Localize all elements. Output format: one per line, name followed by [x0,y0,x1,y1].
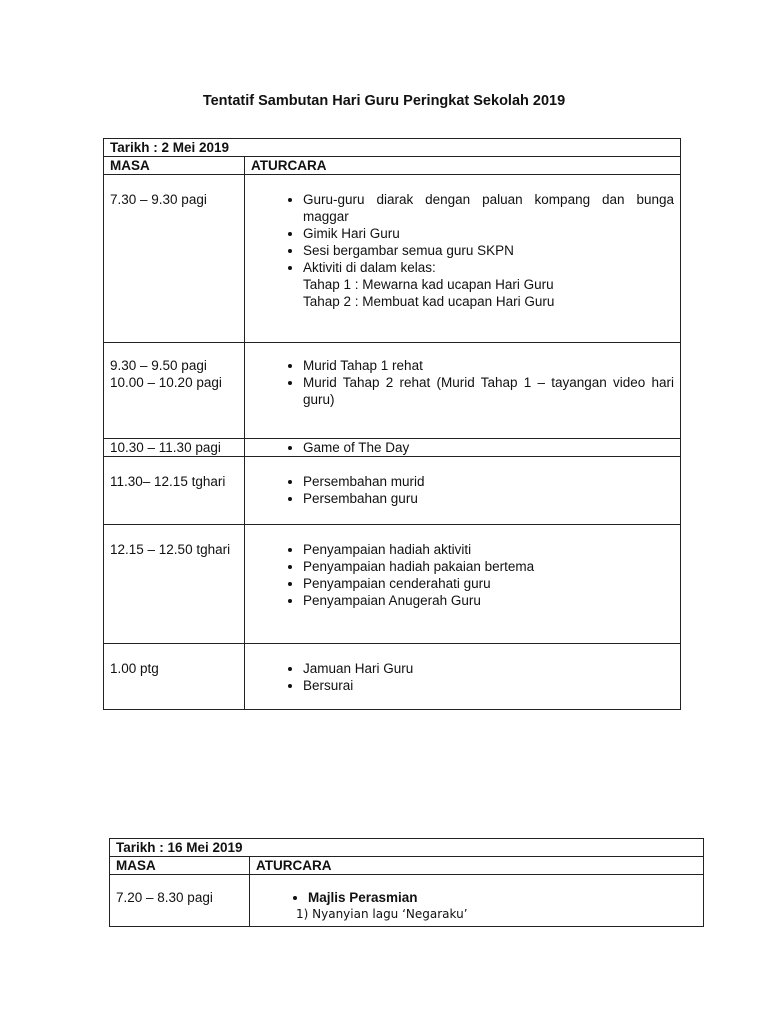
list-item: • Persembahan murid [303,473,674,490]
time-cell: 10.30 – 11.30 pagi [104,439,245,457]
date-row: Tarikh : 16 Mei 2019 [110,839,704,857]
date-row: Tarikh : 2 Mei 2019 [104,139,681,157]
page-title: Tentatif Sambutan Hari Guru Peringkat Sekolah 2019 [202,93,566,109]
list-item: • Aktiviti di dalam kelas: Tahap 1 : Mewarna kad ucapan Hari Guru Tahap 2 : Membuat kad ucapan Hari Guru [303,259,674,310]
header-masa: MASA [104,157,245,175]
time-cell: 12.15 – 12.50 tghari [104,525,245,644]
list-item: • Game of The Day [303,439,674,456]
activity-cell [245,525,681,644]
header-masa: MASA [110,857,250,875]
activity-cell [245,175,681,343]
sub-item: 1) Nyanyian lagu ‘Negaraku’ [296,907,468,921]
activity-list [251,191,674,310]
time-cell: 7.20 – 8.30 pagi [110,875,250,927]
list-item: • Murid Tahap 2 rehat (Murid Tahap 1 – tayangan video hari guru) [303,374,674,408]
activity-list [251,473,674,507]
activity-list [251,541,674,609]
list-item: • Penyampaian Anugerah Guru [303,592,674,609]
schedule-table-2-mei [103,138,681,710]
time-cell: 1.00 ptg [104,644,245,710]
activity-list [251,439,674,456]
header-aturcara: ATURCARA [245,157,681,175]
activity-cell [245,644,681,710]
activity-list [251,660,674,694]
list-item: • Penyampaian hadiah aktiviti [303,541,674,558]
activity-cell [245,343,681,439]
list-item: • Penyampaian hadiah pakaian bertema [303,558,674,575]
activity-cell [245,457,681,525]
activity-cell [250,875,704,927]
activity-list [256,889,697,906]
list-item: • Murid Tahap 1 rehat [303,357,674,374]
sub-item: Tahap 1 : Mewarna kad ucapan Hari Guru [303,277,554,292]
time-cell: 11.30– 12.15 tghari [104,457,245,525]
list-item: • Sesi bergambar semua guru SKPN [303,242,674,259]
list-item: • Persembahan guru [303,490,674,507]
list-item: • Guru-guru diarak dengan paluan kompang dan bunga maggar [303,191,674,225]
header-aturcara: ATURCARA [250,857,704,875]
time-cell: 7.30 – 9.30 pagi [104,175,245,343]
activity-cell [245,439,681,457]
schedule-table-16-mei [109,838,704,927]
time-cell: 9.30 – 9.50 pagi 10.00 – 10.20 pagi [104,343,245,439]
list-item: • Penyampaian cenderahati guru [303,575,674,592]
list-item: • Jamuan Hari Guru [303,660,674,677]
list-item: • Gimik Hari Guru [303,225,674,242]
list-item: • Bersurai [303,677,674,694]
activity-list [251,357,674,408]
list-item: • Majlis Perasmian [308,889,697,906]
sub-item: Tahap 2 : Membuat kad ucapan Hari Guru [303,294,555,309]
